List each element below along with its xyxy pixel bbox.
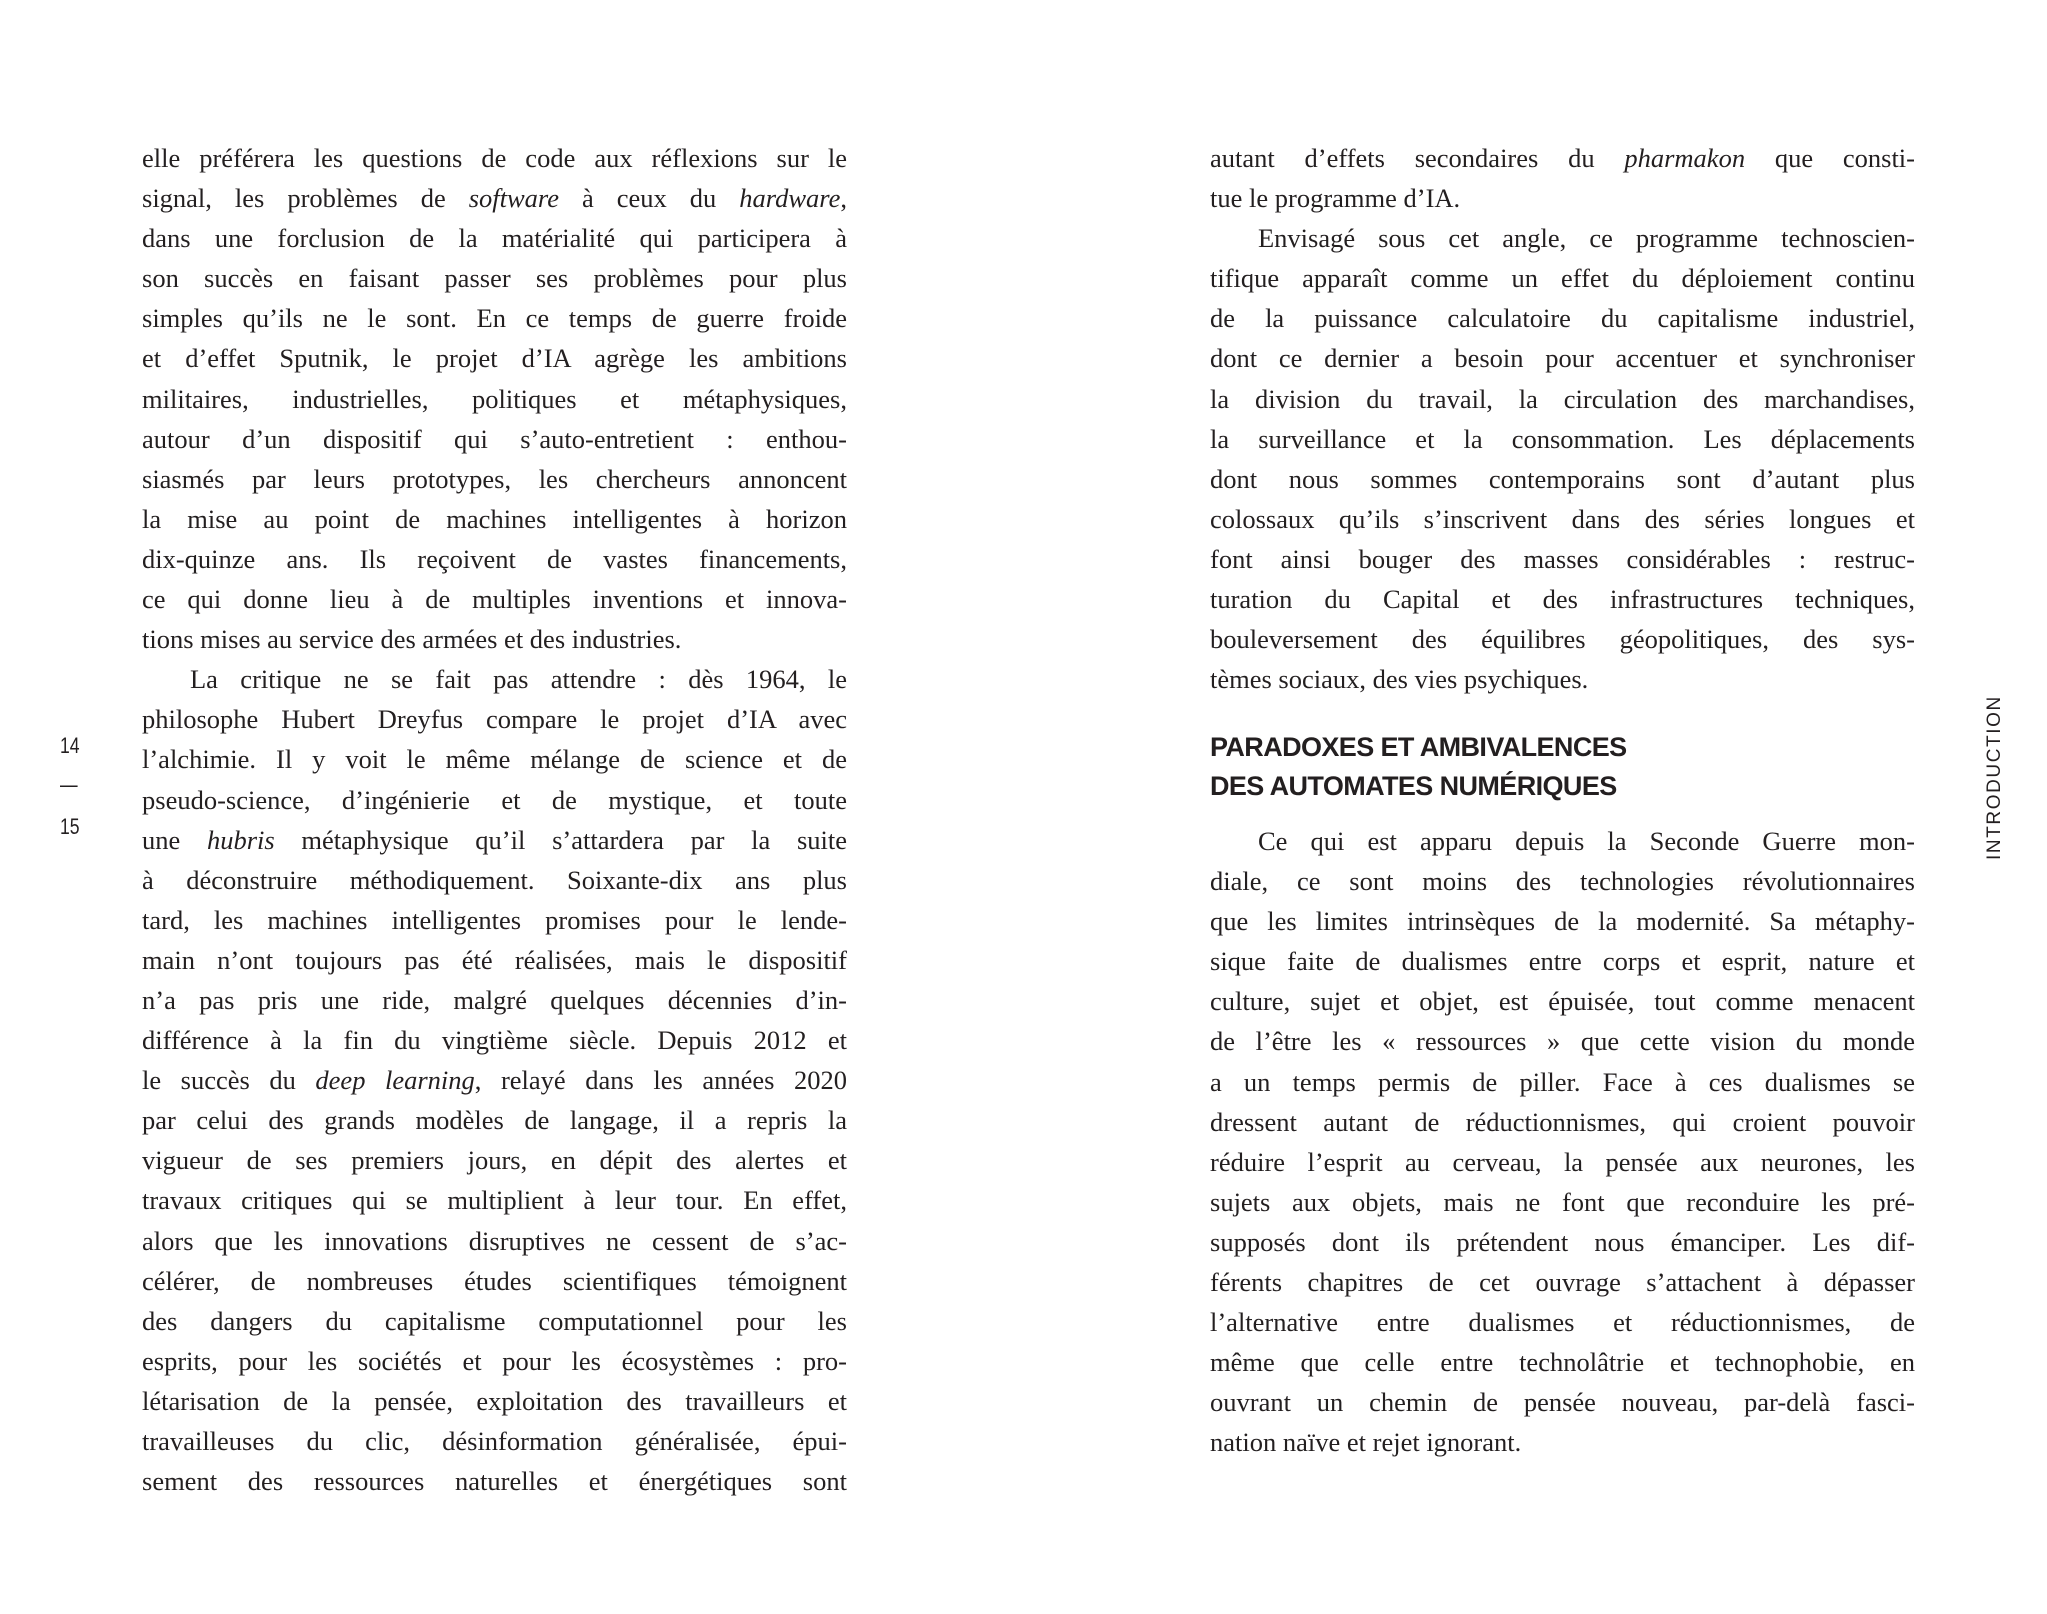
running-head: INTRODUCTION	[1984, 695, 2005, 860]
text-line	[142, 820, 847, 860]
text-line	[1210, 1222, 1915, 1262]
text-line	[1210, 821, 1915, 861]
text-line	[142, 1100, 847, 1140]
text-line	[1210, 218, 1915, 258]
text-line	[142, 1461, 847, 1501]
text-segment: tions mises au service des armées et des industries.	[142, 624, 682, 655]
text-segment: simples qu’ils ne le sont. En ce temps de guerre froide	[142, 303, 847, 334]
text-line	[142, 218, 847, 258]
text-line	[142, 1020, 847, 1060]
text-segment: nation naïve et rejet ignorant.	[1210, 1427, 1522, 1458]
text-segment: de la puissance calculatoire du capitalisme industriel,	[1210, 303, 1915, 334]
text-segment: son succès en faisant passer ses problèmes pour plus	[142, 263, 847, 294]
text-line	[1210, 539, 1915, 579]
text-line	[142, 900, 847, 940]
text-segment: a un temps permis de piller. Face à ces dualismes se	[1210, 1066, 1915, 1097]
text-line	[142, 579, 847, 619]
section-heading-line1: PARADOXES ET AMBIVALENCES	[1210, 732, 1627, 762]
text-segment: supposés dont ils prétendent nous émanciper. Les dif-	[1210, 1226, 1915, 1257]
text-line	[1210, 1062, 1915, 1102]
text-line	[142, 1301, 847, 1341]
text-segment: différence à la fin du vingtième siècle. Depuis 2012 et	[142, 1025, 847, 1056]
text-segment: de l’être les « ressources » que cette vision du monde	[1210, 1026, 1915, 1057]
text-line	[142, 1261, 847, 1301]
text-segment: travaux critiques qui se multiplient à leur tour. En effet,	[142, 1185, 847, 1216]
text-line	[142, 1180, 847, 1220]
page-number-separator: —	[60, 772, 78, 797]
text-line	[142, 499, 847, 539]
text-segment: main n’ont toujours pas été réalisées, mais le dispositif	[142, 944, 847, 975]
text-segment: ce qui donne lieu à de multiples inventions et innova-	[142, 584, 847, 615]
italic-text: hubris	[206, 824, 275, 855]
text-segment: autant d’effets secondaires du	[1210, 143, 1625, 173]
text-line	[1210, 1021, 1915, 1061]
text-line	[1210, 941, 1915, 981]
text-segment: bouleversement des équilibres géopolitiques, des sys-	[1210, 624, 1915, 655]
text-line	[142, 699, 847, 739]
text-line	[142, 659, 847, 699]
text-segment: pseudo-science, d’ingénierie et de mystique, et toute	[142, 784, 847, 815]
text-line	[142, 459, 847, 499]
italic-text: software	[468, 183, 560, 214]
text-line	[1210, 379, 1915, 419]
text-line	[142, 940, 847, 980]
text-segment: vigueur de ses premiers jours, en dépit des alertes et	[142, 1145, 847, 1176]
text-line	[1210, 419, 1915, 459]
text-line	[142, 739, 847, 779]
text-segment: la division du travail, la circulation des marchandises,	[1210, 383, 1915, 414]
text-segment: elle préférera les questions de code aux réflexions sur le	[142, 143, 847, 173]
text-segment: la surveillance et la consommation. Les déplacements	[1210, 423, 1915, 454]
text-segment: ouvrant un chemin de pensée nouveau, par-delà fasci-	[1210, 1387, 1915, 1418]
text-line	[142, 980, 847, 1020]
text-segment: réduire l’esprit au cerveau, la pensée aux neurones, les	[1210, 1146, 1915, 1177]
text-line	[142, 780, 847, 820]
right-page-text-bottom	[1210, 821, 1915, 1463]
text-line	[142, 258, 847, 298]
text-segment: des dangers du capitalisme computationnel pour les	[142, 1305, 847, 1336]
text-segment: turation du Capital et des infrastructures techniques,	[1210, 584, 1915, 615]
text-segment: dans une forclusion de la matérialité qui participera à	[142, 223, 847, 254]
text-segment: même que celle entre technolâtrie et technophobie, en	[1210, 1347, 1915, 1378]
text-line	[1210, 338, 1915, 378]
text-line	[142, 178, 847, 218]
text-line	[1210, 659, 1915, 699]
text-line	[1210, 1102, 1915, 1142]
text-segment: à déconstruire méthodiquement. Soixante-dix ans plus	[142, 864, 847, 895]
text-segment: par celui des grands modèles de langage, il a repris la	[142, 1105, 847, 1136]
text-segment: n’a pas pris une ride, malgré quelques décennies d’in-	[142, 984, 847, 1015]
text-line	[142, 1060, 847, 1100]
text-segment: sujets aux objets, mais ne font que reconduire les pré-	[1210, 1186, 1915, 1217]
text-segment: dont nous sommes contemporains sont d’autant plus	[1210, 463, 1915, 494]
text-segment: culture, sujet et objet, est épuisée, tout comme menacent	[1210, 986, 1915, 1017]
text-line	[142, 419, 847, 459]
text-line	[1210, 298, 1915, 338]
text-line	[1210, 1422, 1915, 1462]
text-line	[1210, 1342, 1915, 1382]
text-line	[1210, 459, 1915, 499]
text-segment: philosophe Hubert Dreyfus compare le projet d’IA avec	[142, 704, 847, 735]
text-line	[1210, 1142, 1915, 1182]
text-segment: la mise au point de machines intelligentes à horizon	[142, 503, 847, 534]
text-segment: , relayé dans les années 2020	[474, 1065, 847, 1096]
text-line	[1210, 258, 1915, 298]
italic-text: deep learning	[315, 1065, 475, 1096]
text-segment: et d’effet Sputnik, le projet d’IA agrège les ambitions	[142, 343, 847, 374]
text-segment: l’alternative entre dualismes et réductionnismes, de	[1210, 1307, 1915, 1338]
text-segment: une	[142, 824, 207, 855]
text-segment: autour d’un dispositif qui s’auto-entretient : enthou-	[142, 423, 847, 454]
text-line	[142, 1140, 847, 1180]
text-line	[1210, 138, 1915, 178]
text-segment: tifique apparaît comme un effet du déploiement continu	[1210, 263, 1915, 294]
text-segment: sique faite de dualismes entre corps et esprit, nature et	[1210, 946, 1915, 977]
text-line	[142, 1381, 847, 1421]
right-page-text-top	[1210, 138, 1915, 699]
text-segment: diale, ce sont moins des technologies révolutionnaires	[1210, 866, 1915, 897]
text-segment: l’alchimie. Il y voit le même mélange de science et de	[142, 744, 847, 775]
text-line	[142, 539, 847, 579]
text-line	[142, 860, 847, 900]
text-segment: travailleuses du clic, désinformation généralisée, épui-	[142, 1426, 847, 1456]
text-line	[1210, 178, 1915, 218]
text-line	[1210, 1302, 1915, 1342]
text-segment: tue le programme d’IA.	[1210, 183, 1461, 214]
text-segment: dix-quinze ans. Ils reçoivent de vastes financements,	[142, 543, 847, 574]
text-segment: tèmes sociaux, des vies psychiques.	[1210, 664, 1589, 695]
section-heading-line2: DES AUTOMATES NUMÉRIQUES	[1210, 771, 1617, 801]
text-segment: esprits, pour les sociétés et pour les écosystèmes : pro-	[142, 1345, 847, 1376]
text-segment: sement des ressources naturelles et énergétiques sont	[142, 1466, 847, 1497]
text-line	[142, 1341, 847, 1381]
text-segment: Ce qui est apparu depuis la Seconde Guerre mon-	[1258, 826, 1915, 856]
italic-text: hardware	[739, 183, 841, 214]
text-segment: létarisation de la pensée, exploitation des travailleurs et	[142, 1385, 847, 1416]
page-number-right: 15	[60, 814, 80, 839]
text-line	[142, 1221, 847, 1261]
text-segment: dressent autant de réductionnismes, qui croient pouvoir	[1210, 1106, 1915, 1137]
text-line	[1210, 981, 1915, 1021]
text-line	[1210, 861, 1915, 901]
text-segment: dont ce dernier a besoin pour accentuer et synchroniser	[1210, 343, 1915, 374]
text-line	[1210, 579, 1915, 619]
text-segment: à ceux du	[559, 183, 740, 214]
text-segment: que les limites intrinsèques de la modernité. Sa métaphy-	[1210, 906, 1915, 937]
text-line	[142, 338, 847, 378]
text-line	[142, 379, 847, 419]
text-line	[142, 298, 847, 338]
text-segment: militaires, industrielles, politiques et métaphysiques,	[142, 383, 847, 414]
text-segment: siasmés par leurs prototypes, les chercheurs annoncent	[142, 463, 847, 494]
text-line	[1210, 1182, 1915, 1222]
text-segment: ,	[840, 183, 847, 214]
page-number-left: 14	[60, 733, 80, 758]
text-line	[142, 619, 847, 659]
text-line	[1210, 901, 1915, 941]
text-line	[1210, 1262, 1915, 1302]
text-segment: tard, les machines intelligentes promises pour le lende-	[142, 904, 847, 935]
text-segment: signal, les problèmes de	[142, 183, 469, 214]
left-page-text	[142, 138, 847, 1501]
text-segment: métaphysique qu’il s’attardera par la suite	[274, 824, 847, 855]
text-segment: le succès du	[142, 1065, 316, 1096]
text-segment: célérer, de nombreuses études scientifiques témoignent	[142, 1265, 847, 1296]
text-segment: font ainsi bouger des masses considérables : restruc-	[1210, 543, 1915, 574]
text-segment: que consti-	[1745, 143, 1915, 173]
text-line	[1210, 499, 1915, 539]
text-segment: alors que les innovations disruptives ne cessent de s’ac-	[142, 1225, 847, 1256]
text-line	[142, 138, 847, 178]
text-segment: La critique ne se fait pas attendre : dès 1964, le	[190, 664, 847, 695]
text-segment: colossaux qu’ils s’inscrivent dans des séries longues et	[1210, 503, 1915, 534]
italic-text: pharmakon	[1624, 143, 1746, 173]
text-segment: férents chapitres de cet ouvrage s’attachent à dépasser	[1210, 1267, 1915, 1298]
text-line	[1210, 619, 1915, 659]
section-heading	[1210, 728, 1627, 806]
text-segment: Envisagé sous cet angle, ce programme technoscien-	[1258, 223, 1915, 254]
text-line	[1210, 1382, 1915, 1422]
text-line	[142, 1421, 847, 1461]
